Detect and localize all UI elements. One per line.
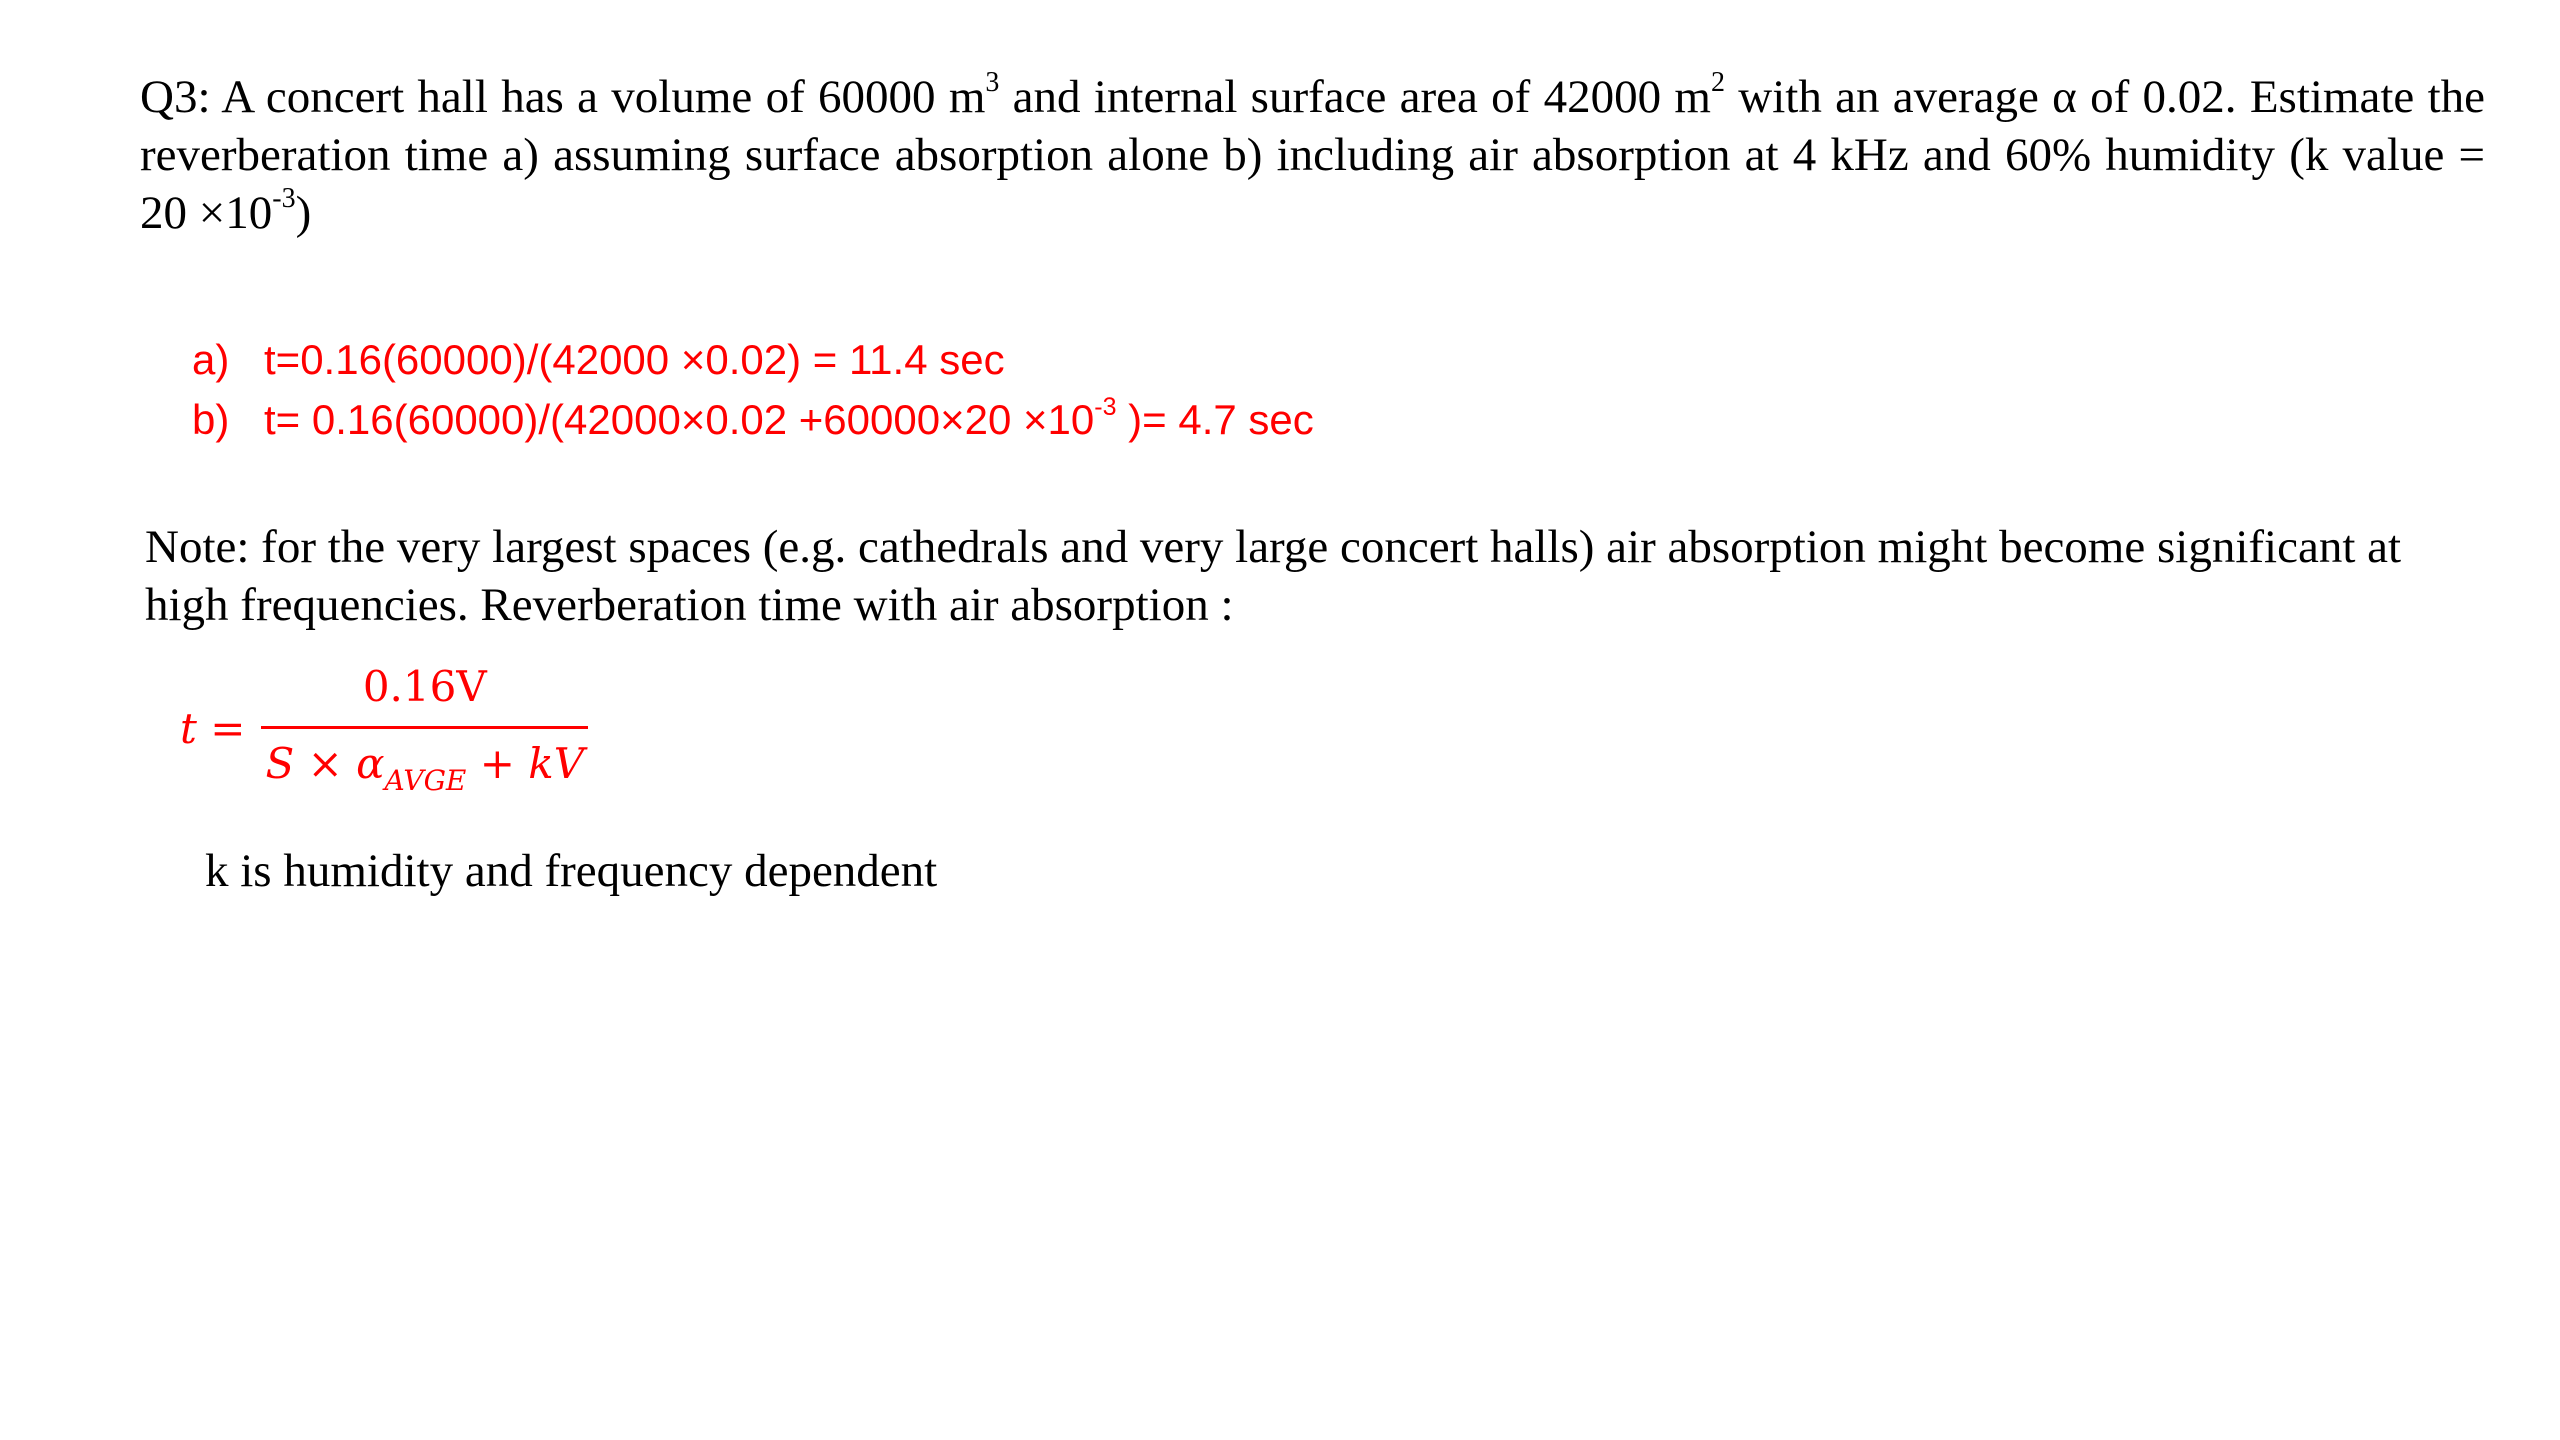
answer-label-b: b) <box>192 396 230 443</box>
answer-b <box>192 390 1314 450</box>
answer-list <box>192 330 1314 450</box>
answer-text-a: t=0.16(60000)/(42000 ×0.02) = 11.4 sec <box>264 336 1005 383</box>
formula-fraction <box>261 660 588 796</box>
answer-a <box>192 330 1314 390</box>
formula-den-s: S <box>265 739 295 788</box>
answer-b-text-after: )= 4.7 sec <box>1116 396 1314 443</box>
question-part-4: ) <box>295 187 312 239</box>
formula-den-plus: + <box>466 739 529 788</box>
question-text <box>140 68 2485 242</box>
superscript-3: 3 <box>985 67 1000 99</box>
question-part-2: and internal surface area of 42000 m <box>999 71 1711 123</box>
answer-text-b <box>264 390 1314 450</box>
reverberation-formula <box>180 660 588 796</box>
formula-numerator: 0.16V <box>362 662 487 711</box>
formula-equals: = <box>210 703 246 753</box>
superscript-2: 2 <box>1710 67 1725 99</box>
formula-den-times: × <box>294 739 357 788</box>
superscript-minus-3: -3 <box>272 183 296 215</box>
note-text: Note: for the very largest spaces (e.g. cathedrals and very large concert halls) air absorption might become significant at high frequencies. Reverberation time with air absorption : <box>145 521 2402 631</box>
formula-den-subscript: AVGE <box>384 764 467 797</box>
answer-b-text-before: t= 0.16(60000)/(42000×0.02 +60000×20 ×10 <box>264 396 1095 443</box>
formula-lhs-variable: t <box>180 703 197 753</box>
remark-text: k is humidity and frequency dependent <box>205 845 938 897</box>
answer-b-superscript: -3 <box>1094 393 1117 421</box>
answer-label-a: a) <box>192 336 230 383</box>
formula-lhs <box>180 704 245 753</box>
formula-den-alpha: α <box>356 739 385 788</box>
question-part-3: with an average α of 0.02. Estimate the reverberation time a) assuming surface absorption alone b) including air absorption at 4 kHz and 60% humidity (k value = 20 ×10 <box>140 71 2485 239</box>
formula-denominator <box>261 729 588 796</box>
formula-den-kv: kV <box>528 739 585 788</box>
question-part-1: Q3: A concert hall has a volume of 60000 m <box>140 71 986 123</box>
